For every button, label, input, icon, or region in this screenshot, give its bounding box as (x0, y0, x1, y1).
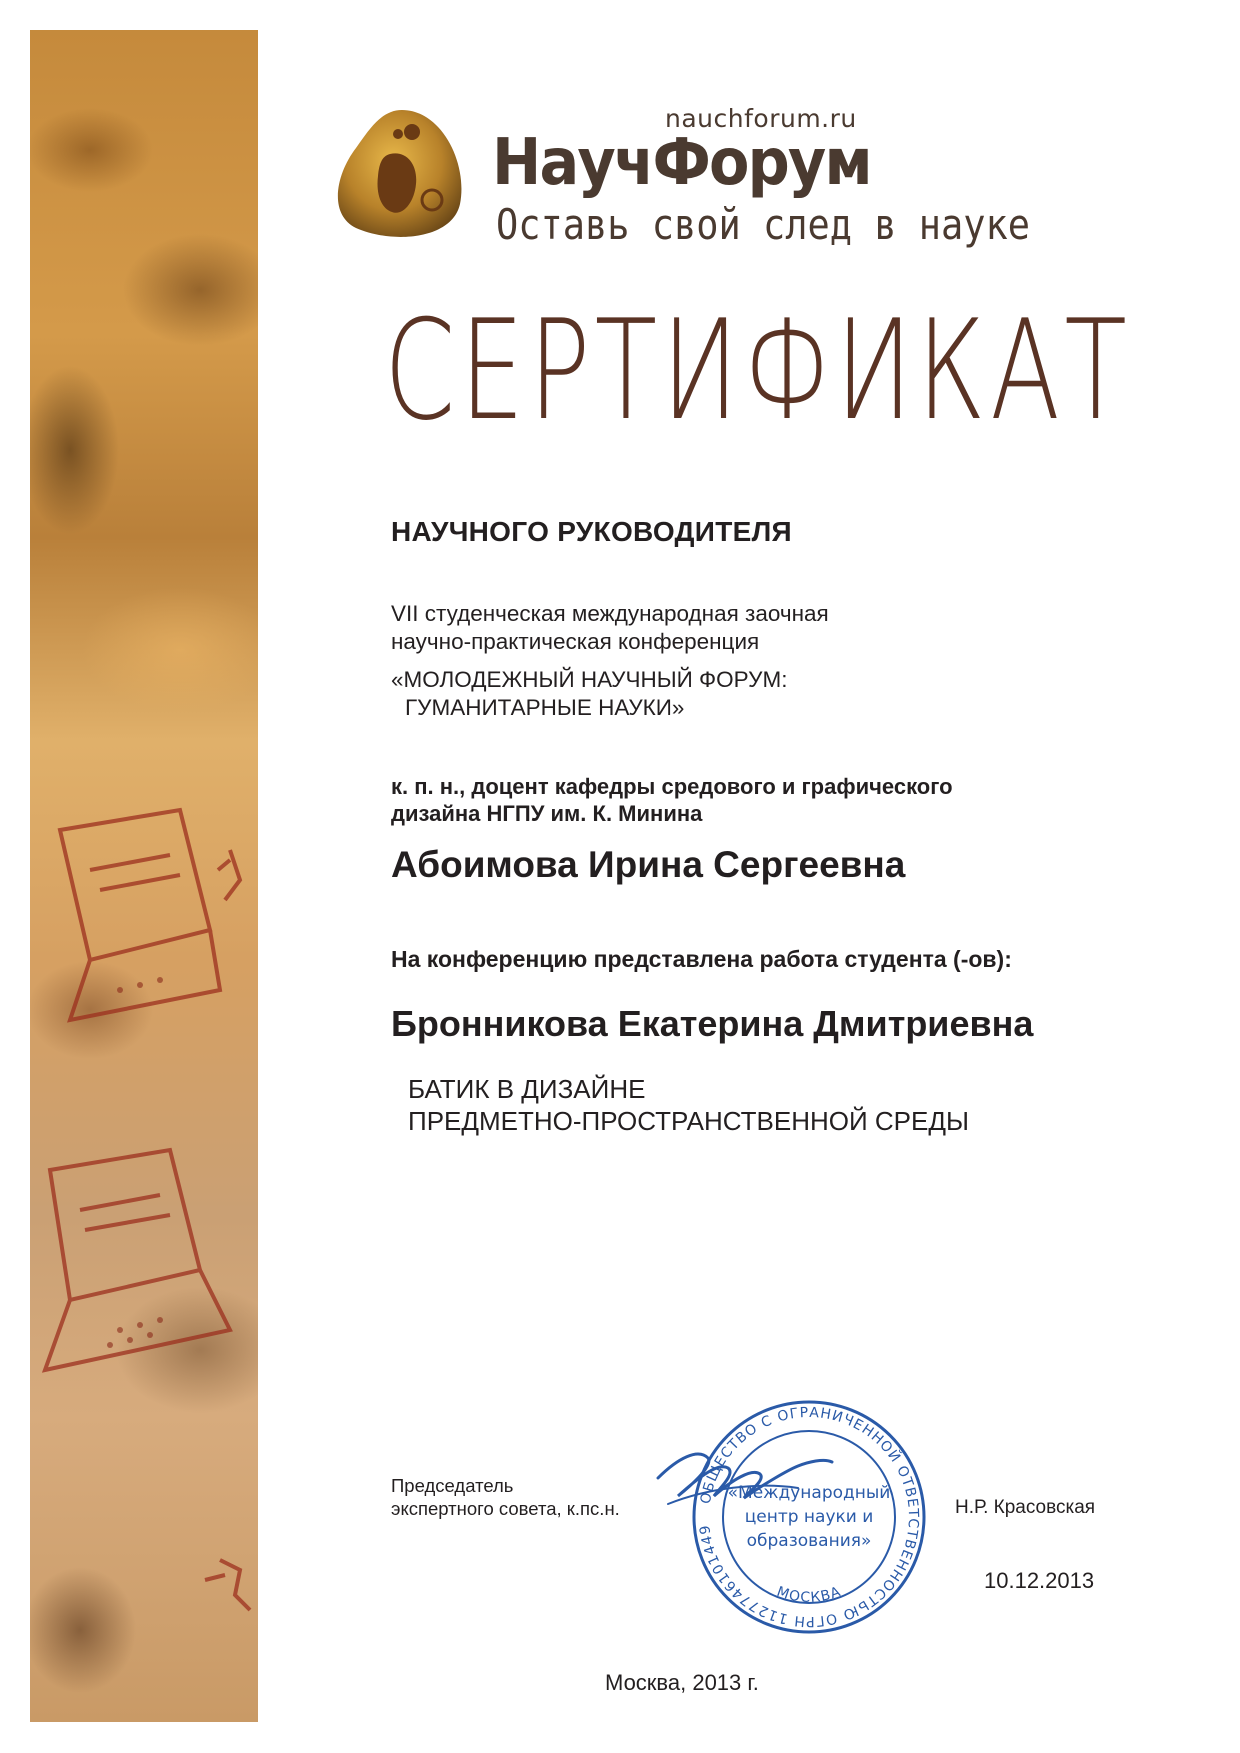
position-line: к. п. н., доцент кафедры средового и графического (391, 774, 953, 799)
conference-line: VII студенческая международная заочная (391, 601, 829, 626)
logo-url: nauchforum.ru (665, 104, 857, 133)
stamp-center-line: центр науки и (744, 1507, 874, 1527)
supervisor-name: Абоимова Ирина Сергеевна (391, 844, 906, 885)
conference-description (391, 600, 829, 656)
recipient-role: НАУЧНОГО РУКОВОДИТЕЛЯ (391, 516, 792, 547)
conference-name-line: ГУМАНИТАРНЫЕ НАУКИ» (405, 695, 685, 720)
handwritten-signature (648, 1418, 838, 1538)
certificate-title: СЕРТИФИКАТ (384, 290, 1132, 451)
conference-name (391, 666, 787, 722)
stamp-outer-text: ОБЩЕСТВО С ОГРАНИЧЕННОЙ ОТВЕТСТВЕННОСТЬЮ ОГРН 1127746101449 (697, 1404, 922, 1630)
position-line: дизайна НГПУ им. К. Минина (391, 801, 703, 826)
decorative-side-band (30, 30, 258, 1722)
logo-slogan: Оставь свой след в науке (496, 200, 1031, 249)
conference-line: научно-практическая конференция (391, 629, 760, 654)
footprint-logo-icon (332, 104, 472, 244)
chair-line: экспертного совета, к.пс.н. (391, 1498, 620, 1519)
work-title-line: БАТИК В ДИЗАЙНЕ (408, 1074, 646, 1104)
logo-name: НаучФорум (492, 126, 871, 200)
supervisor-position (391, 773, 953, 827)
work-title-line: ПРЕДМЕТНО-ПРОСТРАНСТВЕННОЙ СРЕДЫ (408, 1106, 969, 1136)
student-name: Бронникова Екатерина Дмитриевна (391, 1003, 1034, 1044)
work-title (408, 1073, 969, 1137)
stamp-bottom-text: МОСКВА (774, 1583, 844, 1606)
issue-date: 10.12.2013 (984, 1568, 1095, 1593)
chair-name: Н.Р. Красовская (955, 1497, 1096, 1518)
stamp-center-line: образования» (746, 1531, 872, 1551)
stamp-center-line: «Международный (727, 1483, 891, 1503)
svg-text:МОСКВА (775, 1584, 844, 1606)
presented-label: На конференцию представлена работа студента (-ов): (391, 946, 1012, 972)
chair-title (391, 1474, 620, 1520)
rock-art-drawings (30, 30, 258, 1722)
chair-line: Председатель (391, 1475, 514, 1496)
site-logo (332, 104, 1031, 254)
conference-name-line: «МОЛОДЕЖНЫЙ НАУЧНЫЙ ФОРУМ: (391, 667, 788, 692)
city-year: Москва, 2013 г. (605, 1670, 759, 1695)
